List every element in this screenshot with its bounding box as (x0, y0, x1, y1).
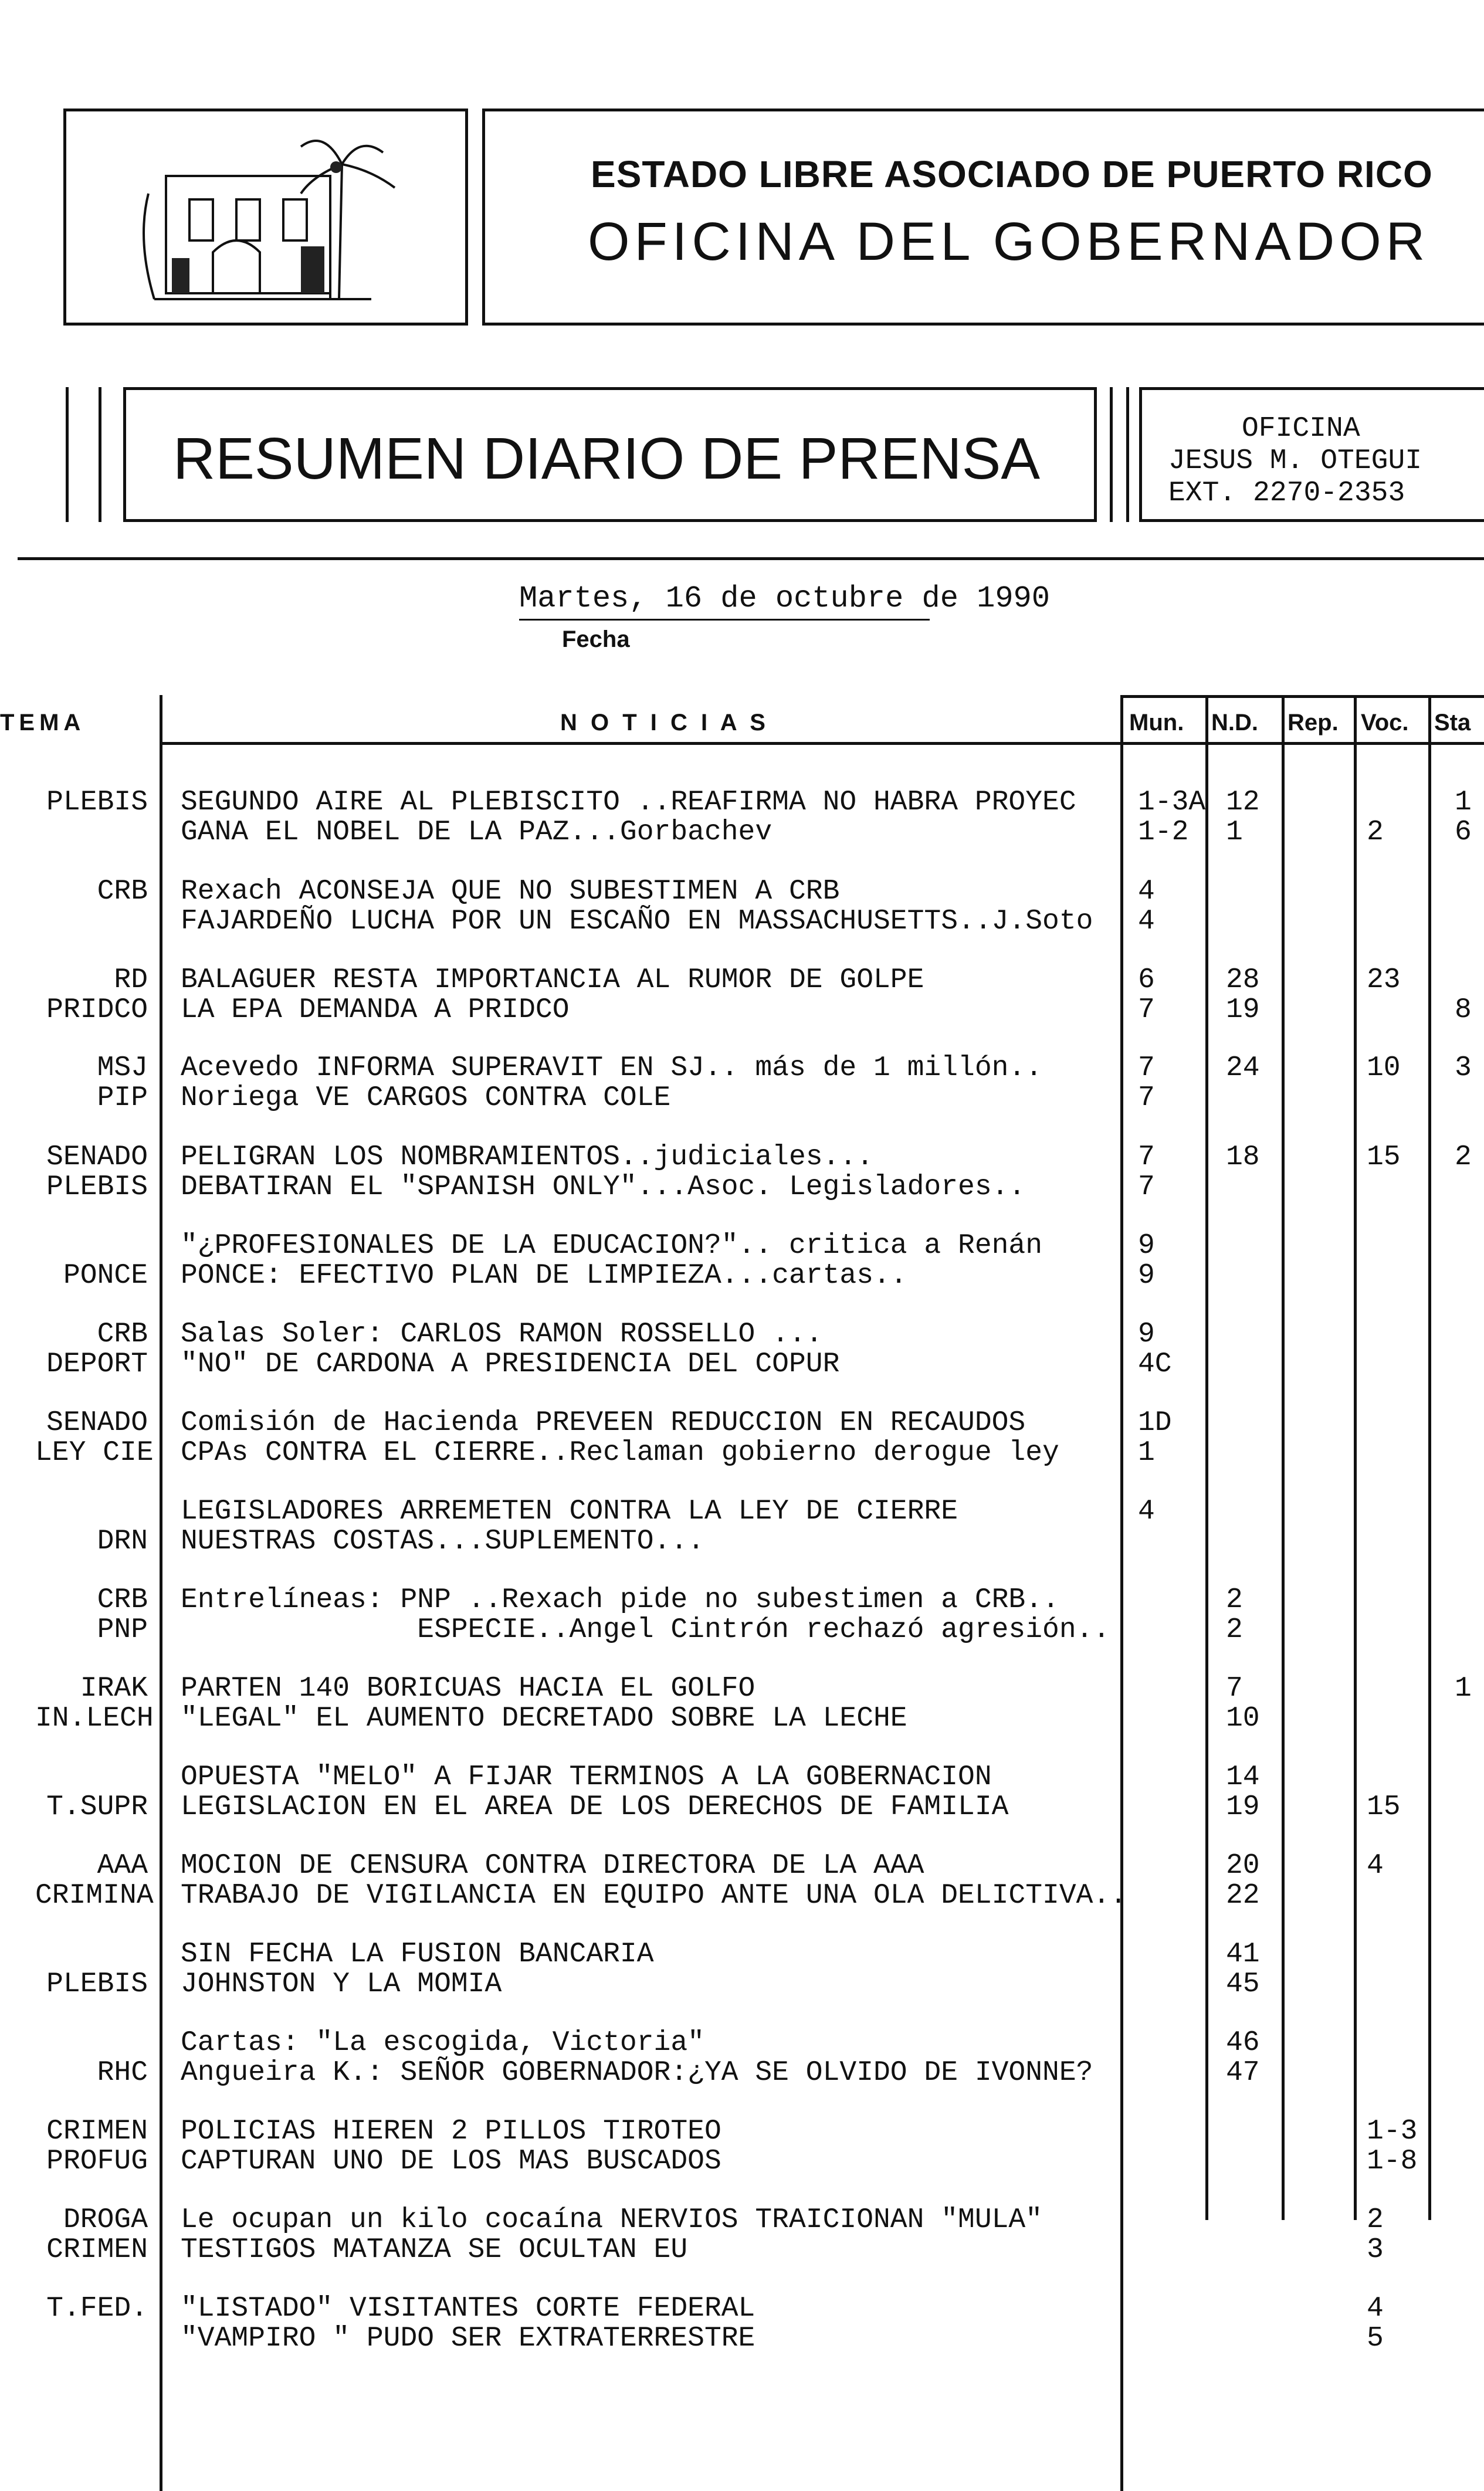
col-header-tema: TEMA (0, 710, 86, 736)
row-mun-2: 4 (1138, 876, 1155, 907)
row-tema-18: CRB (97, 1584, 148, 1616)
row-mun-13: 4C (1138, 1348, 1172, 1380)
row-nd-5: 19 (1226, 994, 1260, 1026)
row-noticia-22: OPUESTA "MELO" A FIJAR TERMINOS A LA GOBERNACION (181, 1761, 992, 1793)
row-tema-19: PNP (97, 1614, 148, 1646)
row-noticia-28: Cartas: "La escogida, Victoria" (181, 2027, 704, 2059)
row-tema-6: MSJ (97, 1052, 148, 1084)
row-mun-3: 4 (1138, 906, 1155, 937)
row-noticia-5: LA EPA DEMANDA A PRIDCO (181, 994, 570, 1026)
row-mun-15: 1 (1138, 1437, 1155, 1469)
row-tema-0: PLEBIS (46, 787, 148, 818)
col-header-voc: Voc. (1361, 710, 1409, 736)
row-nd-20: 7 (1226, 1673, 1243, 1704)
row-voc-31: 1-8 (1367, 2146, 1418, 2177)
row-tema-29: RHC (97, 2057, 148, 2089)
row-tema-33: CRIMEN (46, 2234, 148, 2266)
row-sta-6: 3 (1455, 1052, 1472, 1084)
row-noticia-17: NUESTRAS COSTAS...SUPLEMENTO... (181, 1526, 704, 1557)
row-tema-7: PIP (97, 1082, 148, 1114)
row-noticia-14: Comisión de Hacienda PREVEEN REDUCCION EN RECAUDOS (181, 1407, 1026, 1439)
row-noticia-1: GANA EL NOBEL DE LA PAZ...Gorbachev (181, 816, 773, 848)
row-voc-30: 1-3 (1367, 2116, 1418, 2147)
row-tema-15: LEY CIE (35, 1437, 154, 1469)
row-voc-4: 23 (1367, 964, 1401, 996)
row-noticia-15: CPAs CONTRA EL CIERRE..Reclaman gobierno derogue ley (181, 1437, 1059, 1469)
row-nd-19: 2 (1226, 1614, 1243, 1646)
row-noticia-6: Acevedo INFORMA SUPERAVIT EN SJ.. más de 1 millón.. (181, 1052, 1043, 1084)
row-voc-8: 15 (1367, 1141, 1401, 1173)
row-voc-6: 10 (1367, 1052, 1401, 1084)
col-divider-nd (1282, 695, 1285, 2220)
row-nd-22: 14 (1226, 1761, 1260, 1793)
row-tema-4: RD (114, 964, 148, 996)
row-tema-17: DRN (97, 1526, 148, 1557)
table-top-line (1120, 695, 1484, 698)
col-divider-noticias (1120, 695, 1123, 2491)
seal-frame (63, 109, 468, 326)
header-line-1: ESTADO LIBRE ASOCIADO DE PUERTO RICO (591, 153, 1433, 195)
col-divider-mun (1205, 695, 1208, 2220)
row-voc-32: 2 (1367, 2204, 1384, 2236)
row-tema-23: T.SUPR (46, 1791, 148, 1823)
row-noticia-33: TESTIGOS MATANZA SE OCULTAN EU (181, 2234, 688, 2266)
col-header-mun: Mun. (1129, 710, 1184, 736)
banner-title-frame (123, 387, 1097, 522)
row-tema-32: DROGA (63, 2204, 148, 2236)
row-noticia-18: Entrelíneas: PNP ..Rexach pide no subestimen a CRB.. (181, 1584, 1059, 1616)
row-mun-10: 9 (1138, 1230, 1155, 1262)
row-tema-30: CRIMEN (46, 2116, 148, 2147)
row-tema-11: PONCE (63, 1260, 148, 1292)
row-noticia-23: LEGISLACION EN EL AREA DE LOS DERECHOS DE FAMILIA (181, 1791, 1009, 1823)
row-nd-23: 19 (1226, 1791, 1260, 1823)
row-mun-4: 6 (1138, 964, 1155, 996)
row-tema-25: CRIMINA (35, 1880, 154, 1912)
row-sta-0: 1 (1455, 787, 1472, 818)
row-noticia-20: PARTEN 140 BORICUAS HACIA EL GOLFO (181, 1673, 755, 1704)
row-noticia-2: Rexach ACONSEJA QUE NO SUBESTIMEN A CRB (181, 876, 840, 907)
row-voc-34: 4 (1367, 2293, 1384, 2324)
banner-right-bar-1 (1110, 387, 1113, 522)
row-mun-1: 1-2 (1138, 816, 1189, 848)
row-nd-8: 18 (1226, 1141, 1260, 1173)
date-underline (519, 619, 930, 621)
row-mun-12: 9 (1138, 1319, 1155, 1350)
col-header-nd: N.D. (1211, 710, 1258, 736)
row-tema-24: AAA (97, 1850, 148, 1882)
row-mun-8: 7 (1138, 1141, 1155, 1173)
row-noticia-13: "NO" DE CARDONA A PRESIDENCIA DEL COPUR (181, 1348, 840, 1380)
row-noticia-34: "LISTADO" VISITANTES CORTE FEDERAL (181, 2293, 755, 2324)
banner-title: RESUMEN DIARIO DE PRENSA (173, 426, 1041, 492)
office-name: JESUS M. OTEGUI (1168, 445, 1422, 477)
row-nd-25: 22 (1226, 1880, 1260, 1912)
row-voc-24: 4 (1367, 1850, 1384, 1882)
row-mun-7: 7 (1138, 1082, 1155, 1114)
row-tema-20: IRAK (80, 1673, 148, 1704)
row-noticia-16: LEGISLADORES ARREMETEN CONTRA LA LEY DE CIERRE (181, 1496, 958, 1527)
row-noticia-24: MOCION DE CENSURA CONTRA DIRECTORA DE LA AAA (181, 1850, 924, 1882)
row-nd-26: 41 (1226, 1938, 1260, 1970)
row-noticia-32: Le ocupan un kilo cocaína NERVIOS TRAICIONAN "MULA" (181, 2204, 1043, 2236)
row-noticia-21: "LEGAL" EL AUMENTO DECRETADO SOBRE LA LECHE (181, 1703, 907, 1734)
row-voc-23: 15 (1367, 1791, 1401, 1823)
fortaleza-seal-image (66, 111, 465, 323)
row-noticia-19: ESPECIE..Angel Cintrón rechazó agresión.. (181, 1614, 1110, 1646)
row-tema-9: PLEBIS (46, 1171, 148, 1203)
row-noticia-29: Angueira K.: SEÑOR GOBERNADOR:¿YA SE OLVIDO DE IVONNE? (181, 2057, 1093, 2089)
row-noticia-4: BALAGUER RESTA IMPORTANCIA AL RUMOR DE GOLPE (181, 964, 924, 996)
row-mun-11: 9 (1138, 1260, 1155, 1292)
row-nd-27: 45 (1226, 1968, 1260, 2000)
row-tema-12: CRB (97, 1319, 148, 1350)
row-nd-18: 2 (1226, 1584, 1243, 1616)
row-mun-9: 7 (1138, 1171, 1155, 1203)
row-sta-5: 8 (1455, 994, 1472, 1026)
row-nd-28: 46 (1226, 2027, 1260, 2059)
row-tema-13: DEPORT (46, 1348, 148, 1380)
row-mun-0: 1-3A (1138, 787, 1206, 818)
row-mun-6: 7 (1138, 1052, 1155, 1084)
row-nd-1: 1 (1226, 816, 1243, 848)
row-nd-0: 12 (1226, 787, 1260, 818)
row-noticia-10: "¿PROFESIONALES DE LA EDUCACION?".. critica a Renán (181, 1230, 1043, 1262)
row-nd-6: 24 (1226, 1052, 1260, 1084)
header-title-frame (482, 109, 1484, 326)
row-tema-34: T.FED. (46, 2293, 148, 2324)
banner-left-bar-2 (99, 387, 101, 522)
row-noticia-35: "VAMPIRO " PUDO SER EXTRATERRESTRE (181, 2323, 755, 2354)
header-line-2: OFICINA DEL GOBERNADOR (588, 212, 1430, 272)
row-voc-33: 3 (1367, 2234, 1384, 2266)
col-header-sta: Sta (1434, 710, 1471, 736)
col-divider-tema (160, 695, 162, 2491)
row-mun-5: 7 (1138, 994, 1155, 1026)
row-tema-27: PLEBIS (46, 1968, 148, 2000)
row-tema-5: PRIDCO (46, 994, 148, 1026)
date-value: Martes, 16 de octubre de 1990 (519, 581, 1050, 616)
row-noticia-27: JOHNSTON Y LA MOMIA (181, 1968, 502, 2000)
row-noticia-11: PONCE: EFECTIVO PLAN DE LIMPIEZA...cartas.. (181, 1260, 907, 1292)
row-nd-4: 28 (1226, 964, 1260, 996)
row-nd-29: 47 (1226, 2057, 1260, 2089)
row-tema-14: SENADO (46, 1407, 148, 1439)
row-sta-20: 1 (1455, 1673, 1472, 1704)
row-tema-8: SENADO (46, 1141, 148, 1173)
row-noticia-12: Salas Soler: CARLOS RAMON ROSSELLO ... (181, 1319, 823, 1350)
separator-line (18, 557, 1484, 560)
row-noticia-26: SIN FECHA LA FUSION BANCARIA (181, 1938, 654, 1970)
banner-right-bar-2 (1126, 387, 1129, 522)
row-mun-16: 4 (1138, 1496, 1155, 1527)
row-nd-21: 10 (1226, 1703, 1260, 1734)
date-label: Fecha (562, 626, 630, 652)
row-sta-1: 6 (1455, 816, 1472, 848)
row-noticia-9: DEBATIRAN EL "SPANISH ONLY"...Asoc. Legisladores.. (181, 1171, 1026, 1203)
row-mun-14: 1D (1138, 1407, 1172, 1439)
col-divider-rep (1354, 695, 1357, 2220)
row-nd-24: 20 (1226, 1850, 1260, 1882)
row-noticia-8: PELIGRAN LOS NOMBRAMIENTOS..judiciales... (181, 1141, 873, 1173)
office-label: OFICINA (1242, 413, 1360, 445)
banner-left-bar-1 (66, 387, 69, 522)
table-header-line (160, 742, 1484, 745)
row-tema-21: IN.LECH (35, 1703, 154, 1734)
row-noticia-3: FAJARDEÑO LUCHA POR UN ESCAÑO EN MASSACHUSETTS..J.Soto (181, 906, 1093, 937)
row-voc-35: 5 (1367, 2323, 1384, 2354)
col-header-noticias: N O T I C I A S (560, 710, 769, 736)
office-frame (1139, 387, 1484, 522)
col-header-rep: Rep. (1288, 710, 1339, 736)
col-divider-voc (1428, 695, 1431, 2220)
row-tema-31: PROFUG (46, 2146, 148, 2177)
row-noticia-25: TRABAJO DE VIGILANCIA EN EQUIPO ANTE UNA OLA DELICTIVA.. (181, 1880, 1127, 1912)
row-noticia-30: POLICIAS HIEREN 2 PILLOS TIROTEO (181, 2116, 721, 2147)
row-noticia-7: Noriega VE CARGOS CONTRA COLE (181, 1082, 671, 1114)
row-sta-8: 2 (1455, 1141, 1472, 1173)
row-voc-1: 2 (1367, 816, 1384, 848)
row-noticia-31: CAPTURAN UNO DE LOS MAS BUSCADOS (181, 2146, 721, 2177)
row-noticia-0: SEGUNDO AIRE AL PLEBISCITO ..REAFIRMA NO HABRA PROYEC (181, 787, 1076, 818)
office-ext: EXT. 2270-2353 (1168, 477, 1405, 509)
row-tema-2: CRB (97, 876, 148, 907)
